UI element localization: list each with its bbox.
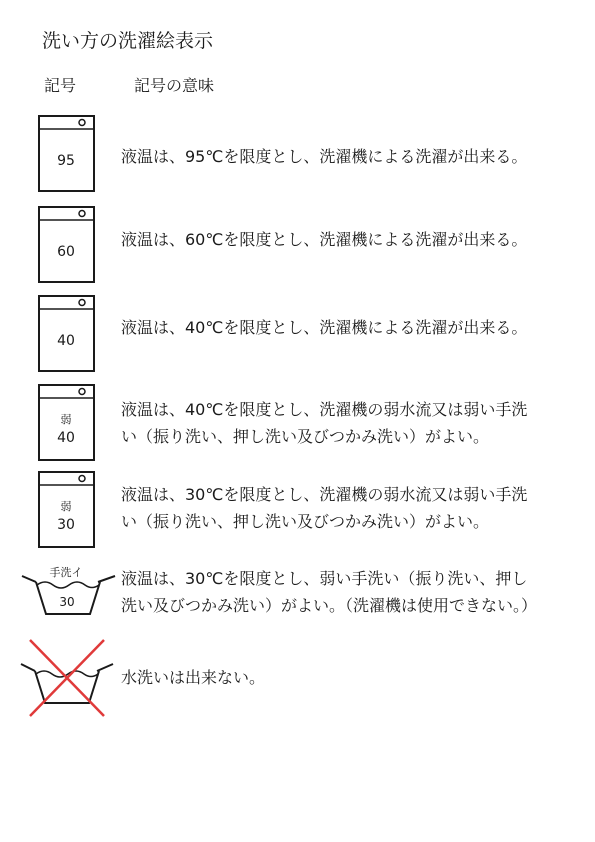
description-line: い（振り洗い、押し洗い及びつかみ洗い）がよい。: [121, 427, 490, 446]
machine-wash-95-icon: [38, 115, 98, 195]
symbol-label: 30: [57, 517, 75, 533]
machine-wash-gentle-30-icon: [38, 471, 98, 551]
machine-wash-40-icon: [38, 295, 98, 375]
description-line: い（振り洗い、押し洗い及びつかみ洗い）がよい。: [121, 512, 490, 531]
symbol-label-handwash: 手洗イ: [49, 566, 83, 579]
care-row-handwash-30: [0, 562, 595, 622]
do-not-wash-icon: [18, 636, 118, 721]
description-line: 液温は、60℃を限度とし、洗濯機による洗濯が出来る。: [121, 230, 528, 249]
description-line: 洗い及びつかみ洗い）がよい。（洗濯機は使用できない。）: [121, 596, 538, 615]
page-title: 洗い方の洗濯絵表示: [42, 30, 214, 52]
description-line: 液温は、30℃を限度とし、弱い手洗い（振り洗い、押し: [121, 569, 528, 588]
description-line: 液温は、40℃を限度とし、洗濯機の弱水流又は弱い手洗: [121, 400, 528, 419]
symbol-label: 60: [57, 244, 75, 260]
description-line: 液温は、95℃を限度とし、洗濯機による洗濯が出来る。: [121, 147, 528, 166]
care-row-60: [0, 206, 595, 286]
hand-wash-30-icon: [20, 562, 120, 622]
care-row-no-wash: [0, 636, 595, 721]
symbol-label-weak: 弱: [60, 413, 72, 426]
description-line: 液温は、30℃を限度とし、洗濯機の弱水流又は弱い手洗: [121, 485, 528, 504]
symbol-label: 40: [57, 333, 75, 349]
description-line: 水洗いは出来ない。: [121, 668, 266, 687]
symbol-label: 40: [57, 430, 75, 446]
care-row-weak-40: [0, 384, 595, 464]
symbol-column-header: 記号: [44, 76, 77, 95]
symbol-label: 95: [57, 153, 75, 169]
symbol-label-weak: 弱: [60, 500, 72, 513]
meaning-column-header: 記号の意味: [134, 76, 215, 95]
symbol-label: 30: [59, 595, 75, 609]
machine-wash-gentle-40-icon: [38, 384, 98, 464]
description-line: 液温は、40℃を限度とし、洗濯機による洗濯が出来る。: [121, 318, 528, 337]
machine-wash-60-icon: [38, 206, 98, 286]
care-row-40: [0, 295, 595, 375]
care-row-weak-30: [0, 471, 595, 551]
care-row-95: [0, 115, 595, 195]
